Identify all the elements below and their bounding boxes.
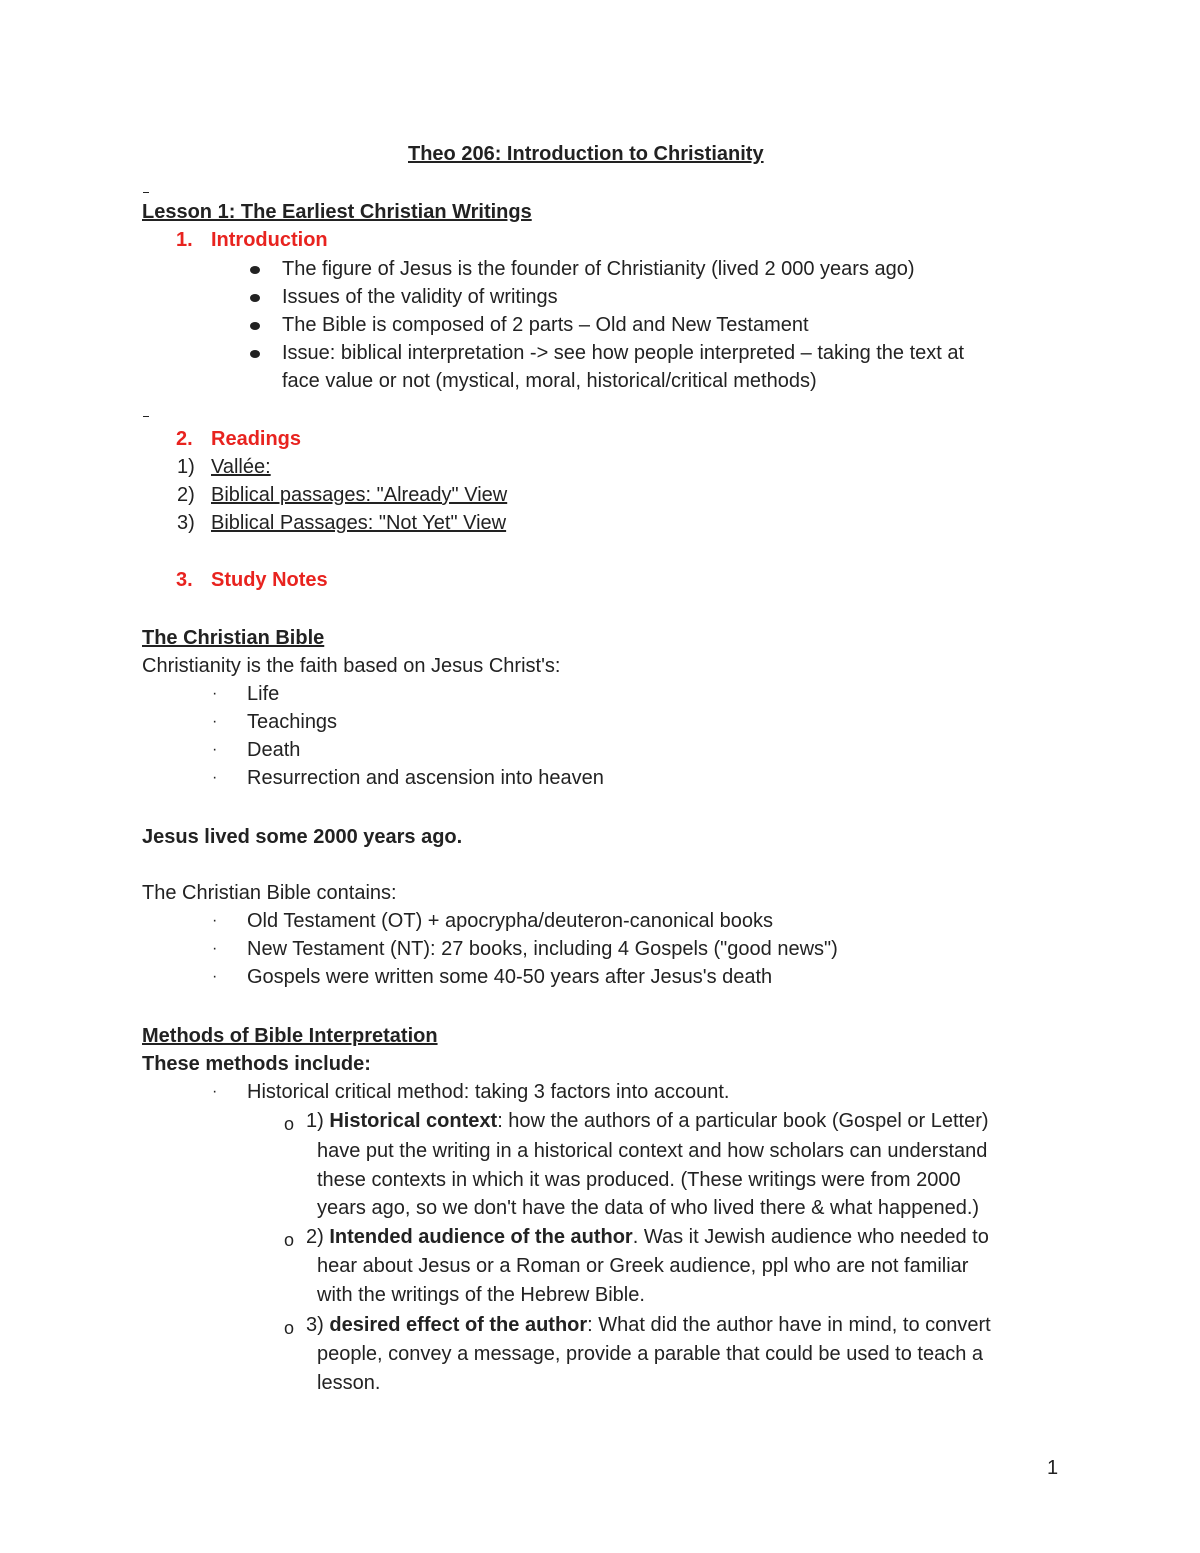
bullet-icon bbox=[250, 350, 260, 358]
middot-bullet-icon: · bbox=[212, 940, 218, 957]
intro-bullet-continuation: face value or not (mystical, moral, historical/critical methods) bbox=[282, 370, 817, 392]
document-title: Theo 206: Introduction to Christianity bbox=[408, 143, 764, 165]
reading-number: 2) bbox=[177, 484, 195, 506]
factor-line bbox=[306, 1225, 989, 1249]
methods-subheading: These methods include: bbox=[142, 1053, 371, 1075]
subsection-heading-christian-bible: The Christian Bible bbox=[142, 627, 325, 649]
intro-bullet: Issue: biblical interpretation -> see how people interpreted – taking the text at bbox=[282, 342, 965, 364]
middot-bullet-icon: · bbox=[212, 1083, 218, 1100]
factor-text: hear about Jesus or a Roman or Greek audience, ppl who are not familiar bbox=[317, 1255, 969, 1277]
sub-bullet-icon: o bbox=[284, 1318, 295, 1338]
factor-text: with the writings of the Hebrew Bible. bbox=[317, 1284, 645, 1306]
bullet-icon bbox=[250, 266, 260, 274]
factor-text: people, convey a message, provide a parable that could be used to teach a bbox=[317, 1343, 984, 1365]
list-item: Resurrection and ascension into heaven bbox=[247, 767, 604, 789]
factor-line bbox=[306, 1313, 991, 1337]
empty-line-marker bbox=[143, 416, 149, 417]
factor-number: 1) bbox=[306, 1110, 324, 1132]
section-heading-introduction: Introduction bbox=[211, 229, 328, 251]
reading-link-vallee[interactable]: Vallée: bbox=[211, 456, 271, 478]
reading-number: 1) bbox=[177, 456, 195, 478]
paragraph-text: The Christian Bible contains: bbox=[142, 882, 397, 904]
list-item: Teachings bbox=[247, 711, 338, 733]
middot-bullet-icon: · bbox=[212, 685, 218, 702]
section-number: 1. bbox=[176, 229, 193, 251]
factor-number: 2) bbox=[306, 1226, 324, 1248]
reading-link-already-view[interactable]: Biblical passages: "Already" View bbox=[211, 484, 508, 506]
reading-link-not-yet-view[interactable]: Biblical Passages: "Not Yet" View bbox=[211, 512, 507, 534]
lesson-heading: Lesson 1: The Earliest Christian Writings bbox=[142, 201, 532, 223]
emphasis-statement: Jesus lived some 2000 years ago. bbox=[142, 826, 463, 848]
page-number: 1 bbox=[1047, 1457, 1059, 1479]
sub-bullet-icon: o bbox=[284, 1230, 295, 1250]
factor-title: Intended audience of the author bbox=[329, 1226, 633, 1248]
factor-number: 3) bbox=[306, 1314, 324, 1336]
factor-line bbox=[306, 1109, 989, 1133]
intro-bullet: The figure of Jesus is the founder of Christianity (lived 2 000 years ago) bbox=[282, 258, 915, 280]
list-item: Old Testament (OT) + apocrypha/deuteron-canonical books bbox=[247, 910, 774, 932]
factor-text: have put the writing in a historical context and how scholars can understand bbox=[317, 1140, 988, 1162]
section-heading-readings: Readings bbox=[211, 428, 302, 450]
factor-text: : how the authors of a particular book (Gospel or Letter) bbox=[497, 1110, 989, 1132]
factor-text: lesson. bbox=[317, 1372, 381, 1394]
factor-text: these contexts in which it was produced. (These writings were from 2000 bbox=[317, 1169, 961, 1191]
list-item: Life bbox=[247, 683, 280, 705]
subsection-heading-methods: Methods of Bible Interpretation bbox=[142, 1025, 438, 1047]
list-item: Gospels were written some 40-50 years after Jesus's death bbox=[247, 966, 773, 988]
middot-bullet-icon: · bbox=[212, 713, 218, 730]
factor-text: years ago, so we don't have the data of who lived there & what happened.) bbox=[317, 1197, 980, 1219]
section-heading-study-notes: Study Notes bbox=[211, 569, 328, 591]
intro-bullet: The Bible is composed of 2 parts – Old and New Testament bbox=[282, 314, 809, 336]
factor-text: : What did the author have in mind, to convert bbox=[587, 1314, 991, 1336]
factor-title: Historical context bbox=[329, 1110, 498, 1132]
bullet-icon bbox=[250, 294, 260, 302]
middot-bullet-icon: · bbox=[212, 912, 218, 929]
middot-bullet-icon: · bbox=[212, 769, 218, 786]
paragraph-text: Christianity is the faith based on Jesus Christ's: bbox=[142, 655, 561, 677]
factor-title: desired effect of the author bbox=[329, 1314, 588, 1336]
intro-bullet: Issues of the validity of writings bbox=[282, 286, 558, 308]
list-item: Death bbox=[247, 739, 301, 761]
section-number: 3. bbox=[176, 569, 193, 591]
empty-line-marker bbox=[143, 192, 149, 193]
section-number: 2. bbox=[176, 428, 193, 450]
middot-bullet-icon: · bbox=[212, 968, 218, 985]
reading-number: 3) bbox=[177, 512, 195, 534]
bullet-icon bbox=[250, 322, 260, 330]
list-item: New Testament (NT): 27 books, including 4 Gospels ("good news") bbox=[247, 938, 838, 960]
sub-bullet-icon: o bbox=[284, 1114, 295, 1134]
middot-bullet-icon: · bbox=[212, 741, 218, 758]
list-item: Historical critical method: taking 3 factors into account. bbox=[247, 1081, 730, 1103]
factor-text: . Was it Jewish audience who needed to bbox=[632, 1226, 989, 1248]
